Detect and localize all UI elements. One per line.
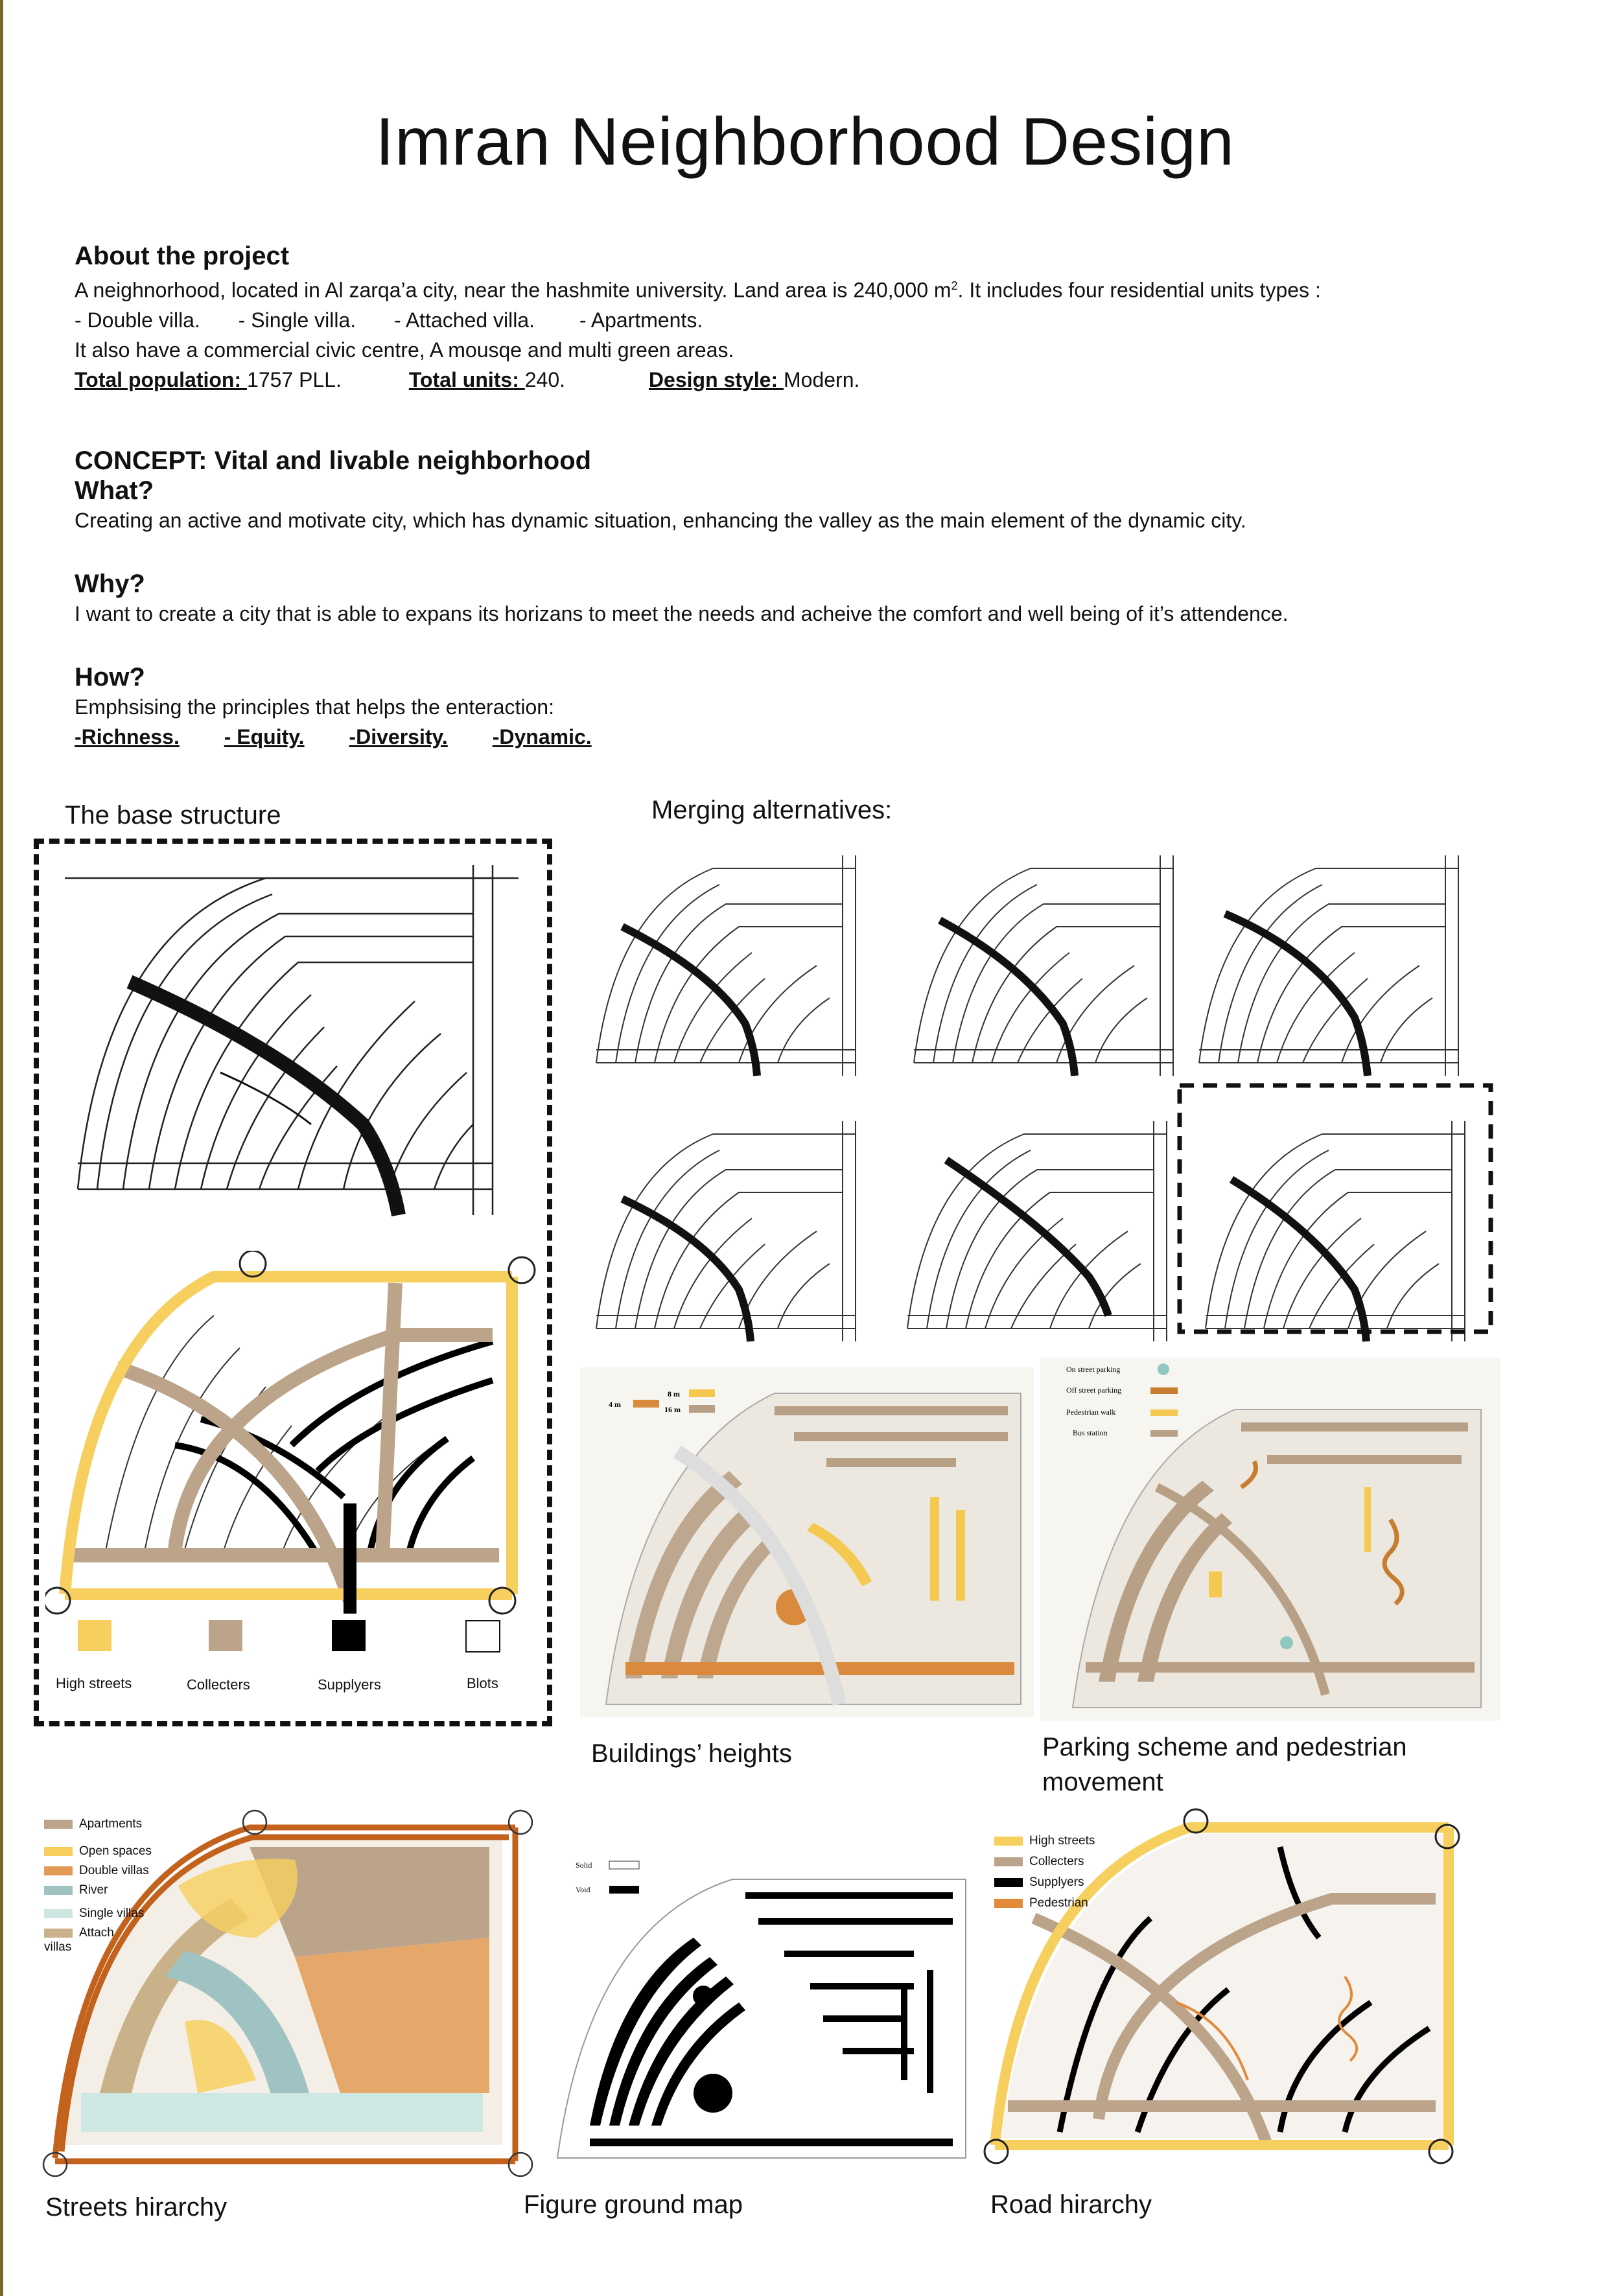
legend-swatch: [994, 1878, 1023, 1887]
streets-legend-item: Apartments: [44, 1817, 142, 1831]
type-item: - Double villa.: [75, 308, 200, 332]
streets-legend-item: Single villas: [44, 1907, 144, 1921]
alt-3: [1199, 855, 1458, 1076]
legend-swatch: [44, 1909, 73, 1918]
caption-merging: Merging alternatives:: [651, 796, 892, 824]
road-legend-item: Collecters: [994, 1855, 1084, 1869]
legend-swatch: [78, 1620, 111, 1651]
principle-item: -Diversity.: [349, 725, 448, 748]
how-heading: How?: [75, 663, 145, 691]
caption-parking-2: movement: [1042, 1768, 1163, 1796]
caption-parking-1: Parking scheme and pedestrian: [1042, 1733, 1407, 1761]
type-item: - Attached villa.: [394, 308, 535, 332]
parking-legend-label: Bus station: [1073, 1428, 1108, 1437]
legend-swatch: [465, 1620, 500, 1652]
stat-label: Design style:: [648, 367, 784, 391]
what-text: Creating an active and motivate city, which has dynamic situation, enhancing the valley as the main element of the dynamic city.: [75, 509, 1246, 532]
parking-legend-label: Pedestrian walk: [1066, 1408, 1116, 1417]
stat-label: Total units:: [408, 367, 525, 391]
legend-swatch: [994, 1857, 1023, 1866]
legend-swatch: [332, 1620, 366, 1651]
legend-swatch: [994, 1837, 1023, 1846]
caption-base-structure: The base structure: [65, 801, 281, 829]
parking-legend-label: Off street parking: [1066, 1386, 1122, 1395]
stat-label: Total population:: [75, 367, 248, 391]
legend-swatch: [44, 1866, 73, 1875]
about-text-b: . It includes four residential units types :: [957, 278, 1321, 302]
caption-road-hierarchy: Road hirarchy: [990, 2190, 1152, 2219]
principle-item: -Dynamic.: [492, 725, 592, 748]
legend-label: Blots: [467, 1675, 498, 1691]
alt-5: [907, 1121, 1167, 1341]
principle-item: - Equity.: [224, 725, 305, 748]
legend-swatch: [44, 1886, 73, 1895]
parking-legend-label: On street parking: [1066, 1365, 1121, 1374]
about-section: [75, 241, 1321, 395]
principle-item: -Richness.: [75, 725, 180, 748]
legend-label: Supplyers: [318, 1676, 381, 1693]
base-structure-drawing: [52, 852, 544, 1222]
why-heading: Why?: [75, 570, 145, 598]
figure-legend-label: Void: [576, 1885, 590, 1894]
parking-scheme-map: [1040, 1358, 1500, 1721]
legend-label: Collecters: [187, 1676, 250, 1693]
type-item: - Apartments.: [579, 308, 703, 332]
caption-streets-hierarchy: Streets hirarchy: [45, 2193, 228, 2221]
how-text: Emphsising the principles that helps the enteraction:: [75, 695, 554, 719]
legend-label: High streets: [56, 1675, 132, 1691]
road-legend-item: Supplyers: [994, 1875, 1084, 1890]
what-heading: What?: [75, 476, 154, 505]
stat-value: 240.: [524, 367, 566, 391]
type-item: - Single villa.: [238, 308, 356, 332]
buildings-heights-map: [580, 1367, 1034, 1717]
streets-legend-item: Double villas: [44, 1864, 149, 1878]
heights-legend-label: 16 m: [664, 1405, 681, 1414]
legend-swatch: [209, 1620, 242, 1651]
superscript-2: 2: [951, 279, 958, 292]
legend-swatch: [44, 1929, 73, 1938]
about-paragraph: [75, 271, 1321, 305]
left-edge-strip: [0, 0, 3, 2296]
about-paragraph-2: It also have a commercial civic centre, A mousqe and multi green areas.: [75, 338, 734, 362]
unit-types: [75, 305, 1321, 335]
merging-alternatives: [583, 842, 1517, 1361]
concept-section: [75, 446, 1289, 752]
about-text-a: A neighnorhood, located in Al zarqa’a city, near the hashmite university. Land area is 240,000 m: [75, 278, 951, 302]
heights-legend-label: 8 m: [668, 1389, 680, 1398]
page-title: Imran Neighborhood Design: [375, 104, 1235, 180]
alt-6: [1206, 1121, 1465, 1341]
heights-legend-label: 4 m: [609, 1400, 621, 1409]
streets-legend-item: Open spaces: [44, 1844, 152, 1859]
figure-legend-label: Solid: [576, 1861, 592, 1870]
caption-buildings-heights: Buildings’ heights: [591, 1739, 792, 1768]
principles-row: [75, 722, 1289, 752]
stat-value: Modern.: [783, 367, 860, 391]
alt-4: [596, 1121, 856, 1341]
legend-swatch: [44, 1847, 73, 1856]
alt-1: [596, 855, 856, 1076]
why-text: I want to create a city that is able to expans its horizans to meet the needs and acheive the comfort and well being of it’s attendence.: [75, 602, 1289, 625]
figure-ground-map: [538, 1840, 985, 2171]
legend-swatch: [994, 1899, 1023, 1908]
base-structure-colored: [45, 1251, 538, 1620]
road-legend-item: High streets: [994, 1834, 1095, 1848]
about-heading: About the project: [75, 242, 290, 270]
streets-legend-item: River: [44, 1883, 108, 1897]
road-legend-item: Pedestrian: [994, 1896, 1088, 1910]
stats-row: [75, 365, 1321, 395]
stat-value: 1757 PLL.: [247, 367, 342, 391]
caption-figure-ground: Figure ground map: [524, 2190, 743, 2219]
streets-legend-item: Attach villas: [44, 1926, 114, 1954]
concept-heading: CONCEPT: Vital and livable neighborhood: [75, 446, 592, 475]
legend-swatch: [44, 1820, 73, 1829]
alt-2: [914, 855, 1173, 1076]
